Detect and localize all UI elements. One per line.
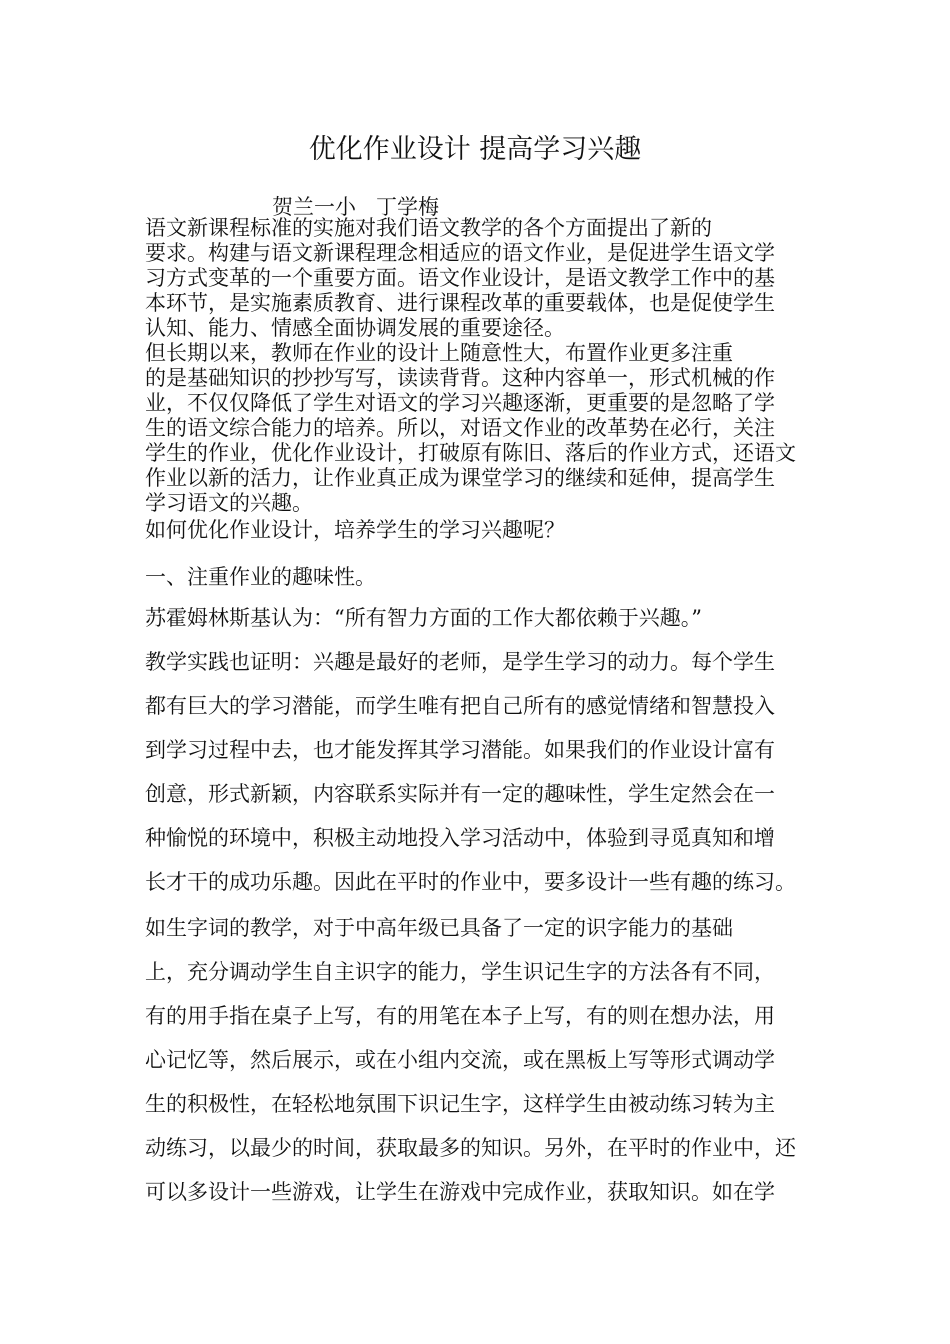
paragraph-line: 如生字词的教学，对于中高年级已具备了一定的识字能力的基础	[145, 916, 733, 940]
paragraph-line: 种愉悦的环境中，积极主动地投入学习活动中，体验到寻觅真知和增	[145, 826, 775, 850]
paragraph-line: 的是基础知识的抄抄写写，读读背背。这种内容单一，形式机械的作	[145, 366, 775, 390]
paragraph-line: 学生的作业，优化作业设计，打破原有陈旧、落后的作业方式，还语文	[145, 441, 796, 465]
paragraph-line: 教学实践也证明：兴趣是最好的老师，是学生学习的动力。每个学生	[145, 650, 775, 674]
section-heading: 一、注重作业的趣味性。	[145, 565, 376, 589]
paragraph-line: 上，充分调动学生自主识字的能力，学生识记生字的方法各有不同，	[145, 960, 775, 984]
document-title: 优化作业设计 提高学习兴趣	[308, 134, 642, 165]
paragraph-line: 业，不仅仅降低了学生对语文的学习兴趣逐渐，更重要的是忽略了学	[145, 391, 775, 415]
paragraph-line: 认知、能力、情感全面协调发展的重要途径。	[145, 316, 565, 340]
paragraph-line: 语文新课程标准的实施对我们语文教学的各个方面提出了新的	[145, 216, 712, 240]
paragraph-line: 创意，形式新颖，内容联系实际并有一定的趣味性，学生定然会在一	[145, 782, 775, 806]
paragraph-line: 动练习，以最少的时间，获取最多的知识。另外，在平时的作业中，还	[145, 1136, 796, 1160]
paragraph-line: 长才干的成功乐趣。因此在平时的作业中，要多设计一些有趣的练习。	[145, 870, 796, 894]
paragraph-line: 本环节，是实施素质教育、进行课程改革的重要载体，也是促使学生	[145, 291, 775, 315]
paragraph-line: 生的语文综合能力的培养。所以，对语文作业的改革势在必行，关注	[145, 416, 775, 440]
paragraph-line: 有的用手指在桌子上写，有的用笔在本子上写，有的则在想办法，用	[145, 1004, 775, 1028]
paragraph-line: 可以多设计一些游戏，让学生在游戏中完成作业，获取知识。如在学	[145, 1180, 775, 1204]
paragraph-line: 心记忆等，然后展示，或在小组内交流，或在黑板上写等形式调动学	[145, 1048, 775, 1072]
question-line: 如何优化作业设计，培养学生的学习兴趣呢？	[145, 518, 565, 542]
paragraph-line: 学习语文的兴趣。	[145, 491, 313, 515]
paragraph-line: 作业以新的活力，让作业真正成为课堂学习的继续和延伸，提高学生	[145, 466, 775, 490]
paragraph-line: 生的积极性，在轻松地氛围下识记生字，这样学生由被动练习转为主	[145, 1092, 775, 1116]
paragraph-line: 习方式变革的一个重要方面。语文作业设计，是语文教学工作中的基	[145, 266, 775, 290]
paragraph-line: 苏霍姆林斯基认为：“所有智力方面的工作大都依赖于兴趣。”	[145, 606, 702, 630]
document-author: 贺兰一小 丁学梅	[272, 195, 440, 219]
paragraph-line: 到学习过程中去，也才能发挥其学习潜能。如果我们的作业设计富有	[145, 738, 775, 762]
paragraph-line: 都有巨大的学习潜能，而学生唯有把自己所有的感觉情绪和智慧投入	[145, 694, 775, 718]
paragraph-line: 要求。构建与语文新课程理念相适应的语文作业，是促进学生语文学	[145, 241, 775, 265]
paragraph-line: 但长期以来，教师在作业的设计上随意性大，布置作业更多注重	[145, 341, 733, 365]
